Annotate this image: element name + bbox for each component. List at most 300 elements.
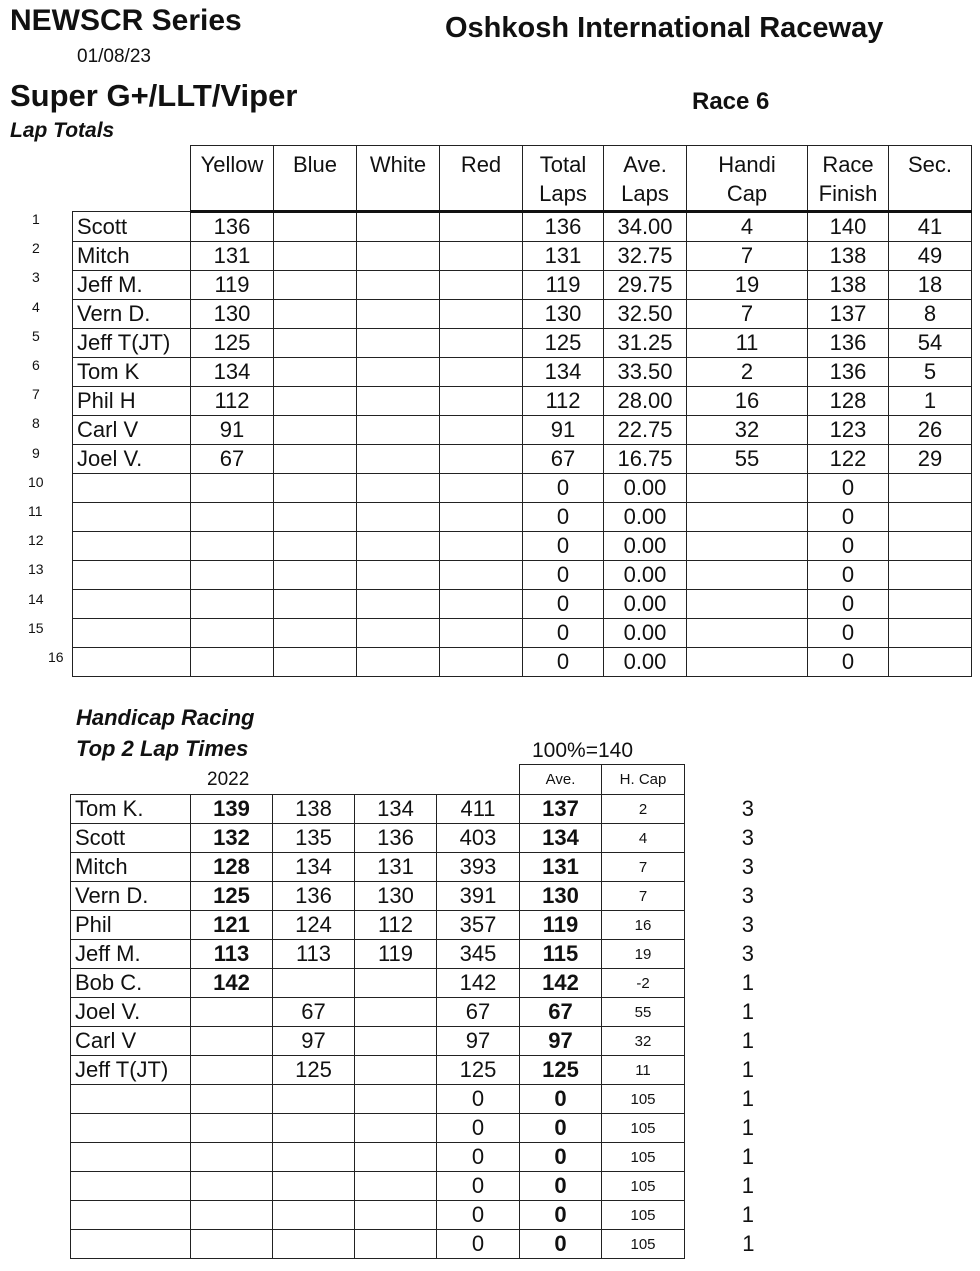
row-number: 12 xyxy=(28,532,44,549)
cell-count: 1 xyxy=(741,1028,754,1053)
cell-y2022 xyxy=(191,998,273,1027)
cell-name xyxy=(73,619,191,648)
cell-total: 0 xyxy=(523,561,604,590)
cell-name: Phil H xyxy=(73,387,191,416)
cell-c2 xyxy=(273,1172,355,1201)
venue-title: Oshkosh International Raceway xyxy=(445,12,884,44)
cell-name: Jeff T(JT) xyxy=(71,1056,191,1085)
cell-name xyxy=(73,503,191,532)
cell-white xyxy=(357,503,440,532)
cell-count: 1 xyxy=(742,1231,755,1256)
cell-red xyxy=(440,503,523,532)
cell-c3 xyxy=(355,969,437,998)
row-number: 1 xyxy=(32,211,40,227)
cell-finish: 136 xyxy=(808,329,889,358)
cell-c3: 112 xyxy=(355,911,437,940)
cell-total: 0 xyxy=(523,648,604,677)
cell-sum: 403 xyxy=(437,824,520,853)
cell-blue xyxy=(274,329,357,358)
cell-c3 xyxy=(355,1230,437,1259)
cell-blue xyxy=(274,474,357,503)
row-number: 4 xyxy=(32,298,40,315)
blank-header xyxy=(71,765,191,795)
cell-c2 xyxy=(273,1143,355,1172)
cell-hcap: 105 xyxy=(602,1143,685,1172)
column-header-text: Total xyxy=(539,152,587,177)
cell-c2: 136 xyxy=(273,882,355,911)
cell-hcap xyxy=(687,561,808,590)
column-header xyxy=(523,146,604,212)
cell-blue xyxy=(274,387,357,416)
cell-red xyxy=(440,358,523,387)
cell-ave: 32.50 xyxy=(604,300,687,329)
cell-count: 1 xyxy=(741,1144,754,1169)
cell-yellow: 125 xyxy=(191,329,274,358)
column-header-text: Laps xyxy=(539,181,587,206)
cell-y2022: 113 xyxy=(191,940,273,969)
cell-name: Scott xyxy=(71,824,191,853)
cell-finish: 122 xyxy=(808,445,889,474)
handicap-row xyxy=(71,940,755,969)
cell-hcap: 7 xyxy=(602,882,685,911)
cell-total: 125 xyxy=(523,329,604,358)
cell-ave: 142 xyxy=(520,969,602,998)
table-row xyxy=(73,503,972,532)
cell-count: 1 xyxy=(741,999,754,1024)
cell-name: Carl V xyxy=(71,1027,191,1056)
cell-ave: 115 xyxy=(520,940,602,969)
cell-hcap: 16 xyxy=(602,911,685,940)
cell-count: 1 xyxy=(741,1202,754,1227)
cell-name: Mitch xyxy=(73,242,191,271)
cell-red xyxy=(440,242,523,271)
cell-c3 xyxy=(355,1114,437,1143)
cell-c3 xyxy=(355,1027,437,1056)
cell-ave: 0 xyxy=(520,1085,602,1114)
cell-white xyxy=(357,648,440,677)
column-header-text: Laps xyxy=(621,181,669,206)
handicap-row xyxy=(71,1201,755,1230)
cell-name xyxy=(73,590,191,619)
table-row xyxy=(73,300,972,329)
cell-y2022: 142 xyxy=(191,969,273,998)
cell-hcap xyxy=(687,619,808,648)
cell-hcap: 4 xyxy=(687,212,808,242)
cell-sec xyxy=(889,503,972,532)
cell-sec: 8 xyxy=(889,300,972,329)
cell-yellow: 67 xyxy=(191,445,274,474)
cell-ave: 0 xyxy=(520,1172,602,1201)
cell-y2022: 125 xyxy=(191,882,273,911)
cell-name: Carl V xyxy=(73,416,191,445)
cell-ave: 0.00 xyxy=(604,561,687,590)
cell-count: 3 xyxy=(741,912,754,937)
cell-sec xyxy=(889,532,972,561)
cell-red xyxy=(440,561,523,590)
cell-ave: 130 xyxy=(520,882,602,911)
cell-ave: 28.00 xyxy=(604,387,687,416)
cell-blue xyxy=(274,271,357,300)
cell-c2: 113 xyxy=(273,940,355,969)
cell-sum: 391 xyxy=(437,882,520,911)
cell-c2: 97 xyxy=(273,1027,355,1056)
cell-sum: 125 xyxy=(437,1056,520,1085)
cell-name: Jeff M. xyxy=(71,940,191,969)
cell-name: Tom K. xyxy=(71,795,191,824)
cell-ave: 34.00 xyxy=(604,212,687,242)
cell-sum: 142 xyxy=(437,969,520,998)
cell-total: 134 xyxy=(523,358,604,387)
cell-y2022 xyxy=(191,1143,273,1172)
cell-blue xyxy=(274,212,357,242)
table-row xyxy=(73,271,972,300)
cell-ave: 33.50 xyxy=(604,358,687,387)
column-header xyxy=(604,146,687,212)
ave-header: Ave. xyxy=(520,765,602,795)
cell-ave: 0.00 xyxy=(604,648,687,677)
handicap-row xyxy=(71,882,755,911)
cell-name xyxy=(71,1201,191,1230)
cell-finish: 0 xyxy=(808,503,889,532)
cell-yellow xyxy=(191,590,274,619)
cell-c2: 134 xyxy=(273,853,355,882)
cell-c2: 124 xyxy=(273,911,355,940)
cell-name: Jeff M. xyxy=(73,271,191,300)
column-header xyxy=(808,146,889,212)
cell-ave: 119 xyxy=(520,911,602,940)
row-number: 5 xyxy=(32,327,40,344)
cell-yellow xyxy=(191,532,274,561)
handicap-row xyxy=(71,1172,755,1201)
cell-total: 119 xyxy=(523,271,604,300)
cell-white xyxy=(357,242,440,271)
cell-hcap: 105 xyxy=(602,1230,685,1259)
cell-total: 67 xyxy=(523,445,604,474)
cell-ave: 131 xyxy=(520,853,602,882)
column-header xyxy=(440,146,523,212)
cell-sum: 67 xyxy=(437,998,520,1027)
series-title: NEWSCR Series xyxy=(10,4,242,37)
cell-y2022: 128 xyxy=(191,853,273,882)
cell-sec: 54 xyxy=(889,329,972,358)
column-header-text: Blue xyxy=(292,152,338,177)
column-header xyxy=(274,146,357,212)
cell-sec: 29 xyxy=(889,445,972,474)
cell-total: 136 xyxy=(523,212,604,242)
column-header-text: Finish xyxy=(818,181,878,206)
row-number: 10 xyxy=(28,473,44,490)
cell-ave: 0.00 xyxy=(604,532,687,561)
cell-sec: 41 xyxy=(889,212,972,242)
cell-sum: 0 xyxy=(437,1085,520,1114)
table-row xyxy=(73,358,972,387)
cell-sec: 26 xyxy=(889,416,972,445)
cell-white xyxy=(357,300,440,329)
cell-finish: 0 xyxy=(808,619,889,648)
cell-hcap: 7 xyxy=(687,300,808,329)
cell-white xyxy=(357,619,440,648)
blank-header xyxy=(273,765,355,795)
cell-sum: 97 xyxy=(437,1027,520,1056)
row-number: 8 xyxy=(32,415,40,432)
cell-c3: 134 xyxy=(355,795,437,824)
cell-hcap xyxy=(687,474,808,503)
cell-y2022 xyxy=(191,1172,273,1201)
cell-name xyxy=(73,532,191,561)
cell-yellow: 130 xyxy=(191,300,274,329)
cell-finish: 0 xyxy=(808,590,889,619)
cell-sec xyxy=(889,619,972,648)
cell-y2022 xyxy=(191,1027,273,1056)
cell-ave: 0 xyxy=(520,1143,602,1172)
cell-white xyxy=(357,358,440,387)
handicap-row xyxy=(71,853,755,882)
cell-blue xyxy=(274,358,357,387)
cell-hcap: 7 xyxy=(687,242,808,271)
cell-white xyxy=(357,532,440,561)
cell-white xyxy=(357,329,440,358)
cell-red xyxy=(440,271,523,300)
cell-c2 xyxy=(273,1201,355,1230)
cell-sec xyxy=(889,561,972,590)
cell-name xyxy=(73,474,191,503)
blank-header xyxy=(685,765,755,795)
cell-sec: 18 xyxy=(889,271,972,300)
cell-hcap xyxy=(687,503,808,532)
cell-count: 1 xyxy=(741,1173,754,1198)
cell-ave: 0.00 xyxy=(604,503,687,532)
column-header xyxy=(357,146,440,212)
cell-ave: 0 xyxy=(520,1201,602,1230)
cell-finish: 137 xyxy=(808,300,889,329)
blank-header xyxy=(437,765,520,795)
cell-red xyxy=(440,387,523,416)
cell-sum: 411 xyxy=(437,795,520,824)
column-header-text: Handi xyxy=(718,152,776,177)
table-row xyxy=(73,416,972,445)
cell-red xyxy=(440,590,523,619)
row-number: 2 xyxy=(32,240,40,257)
cell-hcap xyxy=(687,648,808,677)
cell-c3: 119 xyxy=(355,940,437,969)
cell-ave: 67 xyxy=(520,998,602,1027)
cell-total: 130 xyxy=(523,300,604,329)
cell-sec: 1 xyxy=(889,387,972,416)
handicap-table xyxy=(70,764,755,1259)
cell-white xyxy=(357,212,440,242)
cell-c3 xyxy=(355,1172,437,1201)
cell-hcap: 19 xyxy=(602,940,685,969)
cell-finish: 0 xyxy=(808,648,889,677)
row-number: 14 xyxy=(28,590,44,607)
cell-finish: 138 xyxy=(808,242,889,271)
cell-total: 91 xyxy=(523,416,604,445)
cell-name: Vern D. xyxy=(71,882,191,911)
cell-count: 3 xyxy=(741,854,754,879)
cell-sum: 0 xyxy=(437,1143,520,1172)
corner-cell xyxy=(73,146,191,212)
cell-count: 3 xyxy=(741,825,754,850)
cell-count: 3 xyxy=(741,796,754,821)
cell-ave: 32.75 xyxy=(604,242,687,271)
cell-sec xyxy=(889,590,972,619)
cell-red xyxy=(440,445,523,474)
cell-yellow xyxy=(191,561,274,590)
cell-total: 131 xyxy=(523,242,604,271)
cell-name xyxy=(71,1143,191,1172)
row-number: 3 xyxy=(32,269,40,286)
cell-finish: 138 xyxy=(808,271,889,300)
handicap-row xyxy=(71,1027,755,1056)
row-number: 16 xyxy=(48,649,64,665)
cell-blue xyxy=(274,242,357,271)
cell-name: Tom K xyxy=(73,358,191,387)
cell-hcap: -2 xyxy=(602,969,685,998)
handicap-header-row xyxy=(71,765,755,795)
cell-white xyxy=(357,474,440,503)
cell-red xyxy=(440,532,523,561)
cell-ave: 0 xyxy=(520,1230,602,1259)
row-number: 15 xyxy=(28,619,44,636)
cell-white xyxy=(357,445,440,474)
class-title: Super G+/LLT/Viper xyxy=(10,78,298,113)
cell-total: 0 xyxy=(523,590,604,619)
cell-hcap xyxy=(687,590,808,619)
cell-red xyxy=(440,212,523,242)
cell-hcap: 105 xyxy=(602,1201,685,1230)
table-row xyxy=(73,329,972,358)
blank-header xyxy=(355,765,437,795)
cell-blue xyxy=(274,503,357,532)
cell-blue xyxy=(274,561,357,590)
row-number: 11 xyxy=(28,503,43,519)
handicap-row xyxy=(71,969,755,998)
cell-name xyxy=(73,648,191,677)
row-number: 7 xyxy=(32,386,40,403)
cell-ave: 137 xyxy=(520,795,602,824)
row-number: 13 xyxy=(28,561,44,578)
handicap-row xyxy=(71,1143,755,1172)
cell-sum: 0 xyxy=(437,1172,520,1201)
cell-total: 0 xyxy=(523,474,604,503)
cell-count: 1 xyxy=(741,1057,754,1082)
cell-finish: 0 xyxy=(808,474,889,503)
cell-ave: 125 xyxy=(520,1056,602,1085)
cell-white xyxy=(357,590,440,619)
cell-name: Phil xyxy=(71,911,191,940)
cell-sum: 0 xyxy=(437,1201,520,1230)
cell-yellow: 134 xyxy=(191,358,274,387)
cell-hcap: 32 xyxy=(602,1027,685,1056)
cell-c3: 130 xyxy=(355,882,437,911)
blank-header xyxy=(191,765,273,795)
cell-y2022 xyxy=(191,1201,273,1230)
cell-count: 3 xyxy=(741,883,754,908)
handicap-row xyxy=(71,1056,755,1085)
handicap-row xyxy=(71,1114,755,1143)
cell-finish: 123 xyxy=(808,416,889,445)
cell-c2 xyxy=(273,1085,355,1114)
cell-name: Joel V. xyxy=(73,445,191,474)
cell-yellow xyxy=(191,619,274,648)
column-header-text: Ave. xyxy=(623,152,667,177)
cell-yellow: 131 xyxy=(191,242,274,271)
cell-y2022: 132 xyxy=(191,824,273,853)
column-header xyxy=(889,146,972,212)
cell-sec xyxy=(889,474,972,503)
cell-name: Jeff T(JT) xyxy=(73,329,191,358)
cell-c3 xyxy=(355,1085,437,1114)
cell-count: 1 xyxy=(741,970,754,995)
cell-hcap: 55 xyxy=(687,445,808,474)
cell-sum: 357 xyxy=(437,911,520,940)
cell-c2: 125 xyxy=(273,1056,355,1085)
cell-total: 0 xyxy=(523,532,604,561)
cell-c3 xyxy=(355,998,437,1027)
cell-ave: 0 xyxy=(520,1114,602,1143)
cell-count: 1 xyxy=(741,1086,754,1111)
cell-count: 1 xyxy=(741,1115,754,1140)
cell-hcap: 55 xyxy=(602,998,685,1027)
handicap-row xyxy=(71,1085,755,1114)
column-header xyxy=(687,146,808,212)
column-header-text: Yellow xyxy=(200,152,264,177)
table-row xyxy=(73,619,972,648)
cell-c3 xyxy=(355,1143,437,1172)
cell-y2022 xyxy=(191,1056,273,1085)
cell-blue xyxy=(274,416,357,445)
cell-name: Bob C. xyxy=(71,969,191,998)
cell-hcap: 11 xyxy=(602,1056,685,1085)
cell-total: 0 xyxy=(523,619,604,648)
cell-name xyxy=(73,561,191,590)
column-header xyxy=(191,146,274,212)
cell-finish: 140 xyxy=(808,212,889,242)
cell-ave: 16.75 xyxy=(604,445,687,474)
cell-hcap: 2 xyxy=(687,358,808,387)
cell-blue xyxy=(274,590,357,619)
cell-c3 xyxy=(355,1201,437,1230)
cell-white xyxy=(357,271,440,300)
column-header-text: Race xyxy=(822,152,874,177)
cell-c2: 135 xyxy=(273,824,355,853)
cell-name: Mitch xyxy=(71,853,191,882)
cell-finish: 136 xyxy=(808,358,889,387)
cell-white xyxy=(357,387,440,416)
race-date: 01/08/23 xyxy=(77,46,151,67)
table-row xyxy=(73,474,972,503)
cell-name xyxy=(71,1085,191,1114)
cell-red xyxy=(440,416,523,445)
cell-name xyxy=(71,1172,191,1201)
header-row xyxy=(73,146,972,212)
cell-name xyxy=(71,1114,191,1143)
cell-y2022: 139 xyxy=(191,795,273,824)
cell-name: Joel V. xyxy=(71,998,191,1027)
cell-total: 112 xyxy=(523,387,604,416)
cell-hcap: 19 xyxy=(687,271,808,300)
cell-sec: 5 xyxy=(889,358,972,387)
table-row xyxy=(73,212,972,242)
cell-y2022 xyxy=(191,1230,273,1259)
column-header-text: Sec. xyxy=(907,152,953,177)
handicap-row xyxy=(71,824,755,853)
cell-hcap: 4 xyxy=(602,824,685,853)
race-number: Race 6 xyxy=(692,88,770,115)
cell-name: Vern D. xyxy=(73,300,191,329)
cell-hcap: 32 xyxy=(687,416,808,445)
cell-finish: 0 xyxy=(808,561,889,590)
